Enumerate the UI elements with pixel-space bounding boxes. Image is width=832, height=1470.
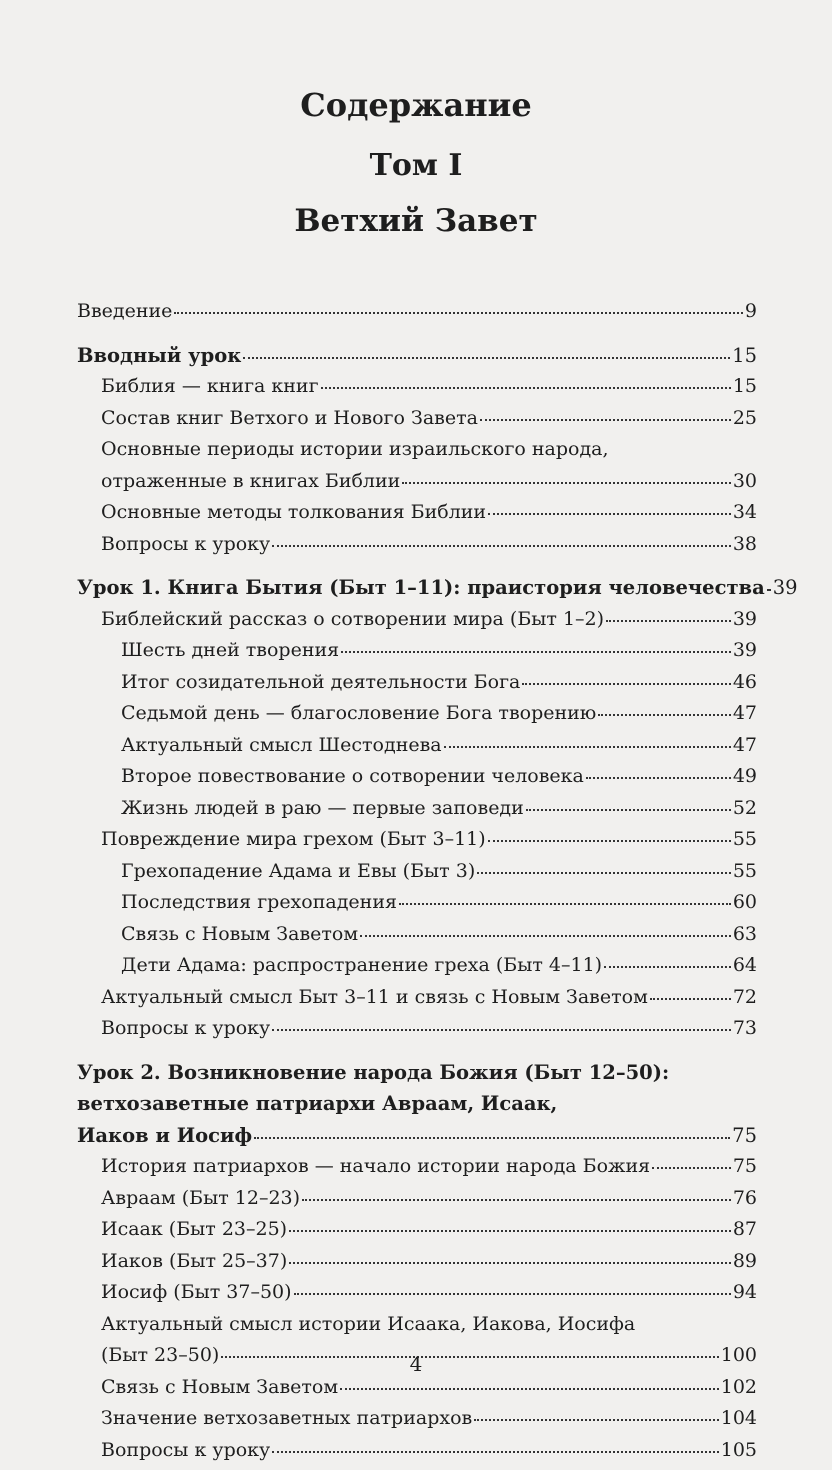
toc-entry[interactable] bbox=[77, 639, 757, 671]
toc-entry[interactable] bbox=[77, 923, 757, 955]
toc-entry-title: Повреждение мира грехом (Быт 3–11) bbox=[101, 828, 486, 850]
toc-entry-title: Связь с Новым Заветом bbox=[121, 923, 358, 945]
dot-leader bbox=[604, 965, 731, 968]
toc-entry-title: Актуальный смысл Шестоднева bbox=[121, 734, 442, 756]
toc-entry-page: 94 bbox=[733, 1281, 757, 1303]
toc-entry-page: 75 bbox=[733, 1155, 757, 1177]
dot-leader bbox=[526, 808, 731, 811]
dot-leader bbox=[360, 934, 731, 937]
toc-entry-page: 46 bbox=[733, 671, 757, 693]
toc-entry[interactable] bbox=[77, 1017, 757, 1049]
toc-entry[interactable] bbox=[77, 954, 757, 986]
toc-entry-title: История патриархов — начало истории народа Божия bbox=[101, 1155, 650, 1177]
toc-entry-title: Вводный урок bbox=[77, 344, 241, 367]
toc-entry-title: Урок 1. Книга Бытия (Быт 1–11): праистория человечества bbox=[77, 576, 765, 599]
toc-entry-page: 73 bbox=[733, 1017, 757, 1039]
toc-entry-title: Исаак (Быт 23–25) bbox=[101, 1218, 287, 1240]
dot-leader bbox=[243, 356, 730, 359]
dot-leader bbox=[474, 1418, 719, 1421]
dot-leader bbox=[272, 1028, 731, 1031]
toc-entry-page: 63 bbox=[733, 923, 757, 945]
toc-entry-page: 89 bbox=[733, 1250, 757, 1272]
toc-entry-title: Грехопадение Адама и Евы (Быт 3) bbox=[121, 860, 475, 882]
toc-entry-title: Иаков и Иосиф bbox=[77, 1124, 252, 1147]
toc-entry[interactable] bbox=[77, 797, 757, 829]
toc-entry-page: 55 bbox=[733, 828, 757, 850]
toc-entry-page: 102 bbox=[721, 1376, 757, 1398]
toc-entry-page: 15 bbox=[733, 375, 757, 397]
toc-entry-title: Значение ветхозаветных патриархов bbox=[101, 1407, 472, 1429]
dot-leader bbox=[488, 839, 731, 842]
toc-lesson-title-line: Урок 2. Возникновение народа Божия (Быт 12–50): bbox=[77, 1061, 757, 1093]
toc-entry-page: 47 bbox=[733, 734, 757, 756]
toc-entry[interactable] bbox=[77, 986, 757, 1018]
dot-leader bbox=[586, 776, 731, 779]
dot-leader bbox=[767, 588, 771, 591]
toc-entry[interactable] bbox=[77, 501, 757, 533]
toc-entry-page: 34 bbox=[733, 501, 757, 523]
toc-entry-page: 76 bbox=[733, 1187, 757, 1209]
dot-leader bbox=[652, 1166, 731, 1169]
dot-leader bbox=[522, 682, 730, 685]
dot-leader bbox=[650, 997, 731, 1000]
toc-entry-title: Актуальный смысл Быт 3–11 и связь с Новым Заветом bbox=[101, 986, 648, 1008]
toc-entry-title: отраженные в книгах Библии bbox=[101, 470, 400, 492]
toc-entry-title: Итог созидательной деятельности Бога bbox=[121, 671, 520, 693]
toc-lesson-entry[interactable] bbox=[77, 344, 757, 376]
dot-leader bbox=[341, 650, 731, 653]
toc-entry-page: 38 bbox=[733, 533, 757, 555]
toc-entry-title: Дети Адама: распространение греха (Быт 4–11) bbox=[121, 954, 602, 976]
toc-entry-page: 39 bbox=[773, 576, 798, 599]
toc-entry-page: 55 bbox=[733, 860, 757, 882]
dot-leader bbox=[444, 745, 731, 748]
toc-entry-page: 75 bbox=[732, 1124, 757, 1147]
toc-entry-page: 87 bbox=[733, 1218, 757, 1240]
lesson1-section-list bbox=[77, 608, 757, 1049]
dot-leader bbox=[272, 544, 731, 547]
dot-leader bbox=[289, 1261, 731, 1264]
dot-leader bbox=[598, 713, 730, 716]
toc-lesson-entry[interactable] bbox=[77, 1124, 757, 1156]
dot-leader bbox=[488, 512, 731, 515]
contents-heading: Содержание bbox=[0, 86, 832, 124]
toc-entry[interactable] bbox=[77, 1218, 757, 1250]
toc-entry[interactable] bbox=[77, 375, 757, 407]
toc-entry[interactable] bbox=[77, 407, 757, 439]
toc-entry[interactable] bbox=[77, 828, 757, 860]
toc-entry-title: Основные методы толкования Библии bbox=[101, 501, 486, 523]
toc-entry[interactable] bbox=[77, 860, 757, 892]
toc-entry-page: 52 bbox=[733, 797, 757, 819]
dot-leader bbox=[294, 1292, 731, 1295]
toc-entry-page: 30 bbox=[733, 470, 757, 492]
dot-leader bbox=[272, 1450, 719, 1453]
toc-entry-title: Иосиф (Быт 37–50) bbox=[101, 1281, 292, 1303]
dot-leader bbox=[477, 871, 731, 874]
toc-entry-page: 100 bbox=[721, 1344, 757, 1366]
toc-entry[interactable] bbox=[77, 1407, 757, 1439]
toc-entry-title: Жизнь людей в раю — первые заповеди bbox=[121, 797, 524, 819]
toc-entry-page: 105 bbox=[721, 1439, 757, 1461]
toc-entry-title: Состав книг Ветхого и Нового Завета bbox=[101, 407, 478, 429]
toc-entry[interactable] bbox=[77, 765, 757, 797]
toc-entry[interactable] bbox=[77, 470, 757, 502]
toc-entry-title: Последствия грехопадения bbox=[121, 891, 397, 913]
toc-entry-title: (Быт 23–50) bbox=[101, 1344, 219, 1366]
toc-entry[interactable] bbox=[77, 1155, 757, 1187]
toc-entry-title: Библия — книга книг bbox=[101, 375, 319, 397]
toc-entry-title-line: Основные периоды истории израильского народа, bbox=[77, 438, 757, 470]
toc-entry-page: 72 bbox=[733, 986, 757, 1008]
toc-entry-title-line: Актуальный смысл истории Исаака, Иакова, Иосифа bbox=[77, 1313, 757, 1345]
toc-entry[interactable] bbox=[77, 1187, 757, 1219]
dot-leader bbox=[340, 1387, 719, 1390]
toc-entry[interactable] bbox=[77, 1439, 757, 1470]
toc-entry-page: 25 bbox=[733, 407, 757, 429]
toc-entry-page: 104 bbox=[721, 1407, 757, 1429]
volume-heading: Том I bbox=[0, 148, 832, 183]
dot-leader bbox=[399, 902, 731, 905]
testament-heading: Ветхий Завет bbox=[0, 203, 832, 239]
dot-leader bbox=[321, 386, 731, 389]
toc-entry-title: Вопросы к уроку bbox=[101, 533, 270, 555]
table-of-contents bbox=[77, 300, 757, 1470]
toc-entry-title: Библейский рассказ о сотворении мира (Быт 1–2) bbox=[101, 608, 604, 630]
dot-leader bbox=[606, 619, 731, 622]
dot-leader bbox=[174, 311, 742, 314]
toc-entry-title: Иаков (Быт 25–37) bbox=[101, 1250, 287, 1272]
toc-entry-page: 39 bbox=[733, 608, 757, 630]
toc-entry-page: 47 bbox=[733, 702, 757, 724]
toc-lesson-entry[interactable] bbox=[77, 576, 757, 608]
toc-entry[interactable] bbox=[77, 608, 757, 640]
dot-leader bbox=[480, 418, 731, 421]
dot-leader bbox=[302, 1198, 731, 1201]
toc-entry-title: Второе повествование о сотворении человека bbox=[121, 765, 584, 787]
toc-entry[interactable] bbox=[77, 702, 757, 734]
toc-entry-page: 64 bbox=[733, 954, 757, 976]
toc-entry[interactable] bbox=[77, 734, 757, 766]
toc-entry-title: Авраам (Быт 12–23) bbox=[101, 1187, 300, 1209]
toc-entry-title: Введение bbox=[77, 300, 172, 322]
toc-entry-title: Вопросы к уроку bbox=[101, 1017, 270, 1039]
toc-entry[interactable] bbox=[77, 533, 757, 565]
page-number: 4 bbox=[0, 1352, 832, 1376]
toc-entry-title: Связь с Новым Заветом bbox=[101, 1376, 338, 1398]
toc-entry[interactable] bbox=[77, 1250, 757, 1282]
toc-entry[interactable] bbox=[77, 671, 757, 703]
toc-entry-title: Вопросы к уроку bbox=[101, 1439, 270, 1461]
toc-entry-title: Седьмой день — благословение Бога творению bbox=[121, 702, 596, 724]
toc-entry-page: 49 bbox=[733, 765, 757, 787]
toc-entry[interactable] bbox=[77, 891, 757, 923]
dot-leader bbox=[289, 1229, 731, 1232]
toc-entry[interactable] bbox=[77, 300, 757, 332]
toc-entry-page: 60 bbox=[733, 891, 757, 913]
toc-entry-title: Шесть дней творения bbox=[121, 639, 339, 661]
toc-entry[interactable] bbox=[77, 1376, 757, 1408]
dot-leader bbox=[402, 481, 730, 484]
toc-entry[interactable] bbox=[77, 1281, 757, 1313]
toc-entry-page: 15 bbox=[732, 344, 757, 367]
toc-lesson-title-line: ветхозаветные патриархи Авраам, Исаак, bbox=[77, 1092, 757, 1124]
toc-entry-page: 39 bbox=[733, 639, 757, 661]
dot-leader bbox=[254, 1136, 730, 1139]
toc-entry-page: 9 bbox=[745, 300, 757, 322]
